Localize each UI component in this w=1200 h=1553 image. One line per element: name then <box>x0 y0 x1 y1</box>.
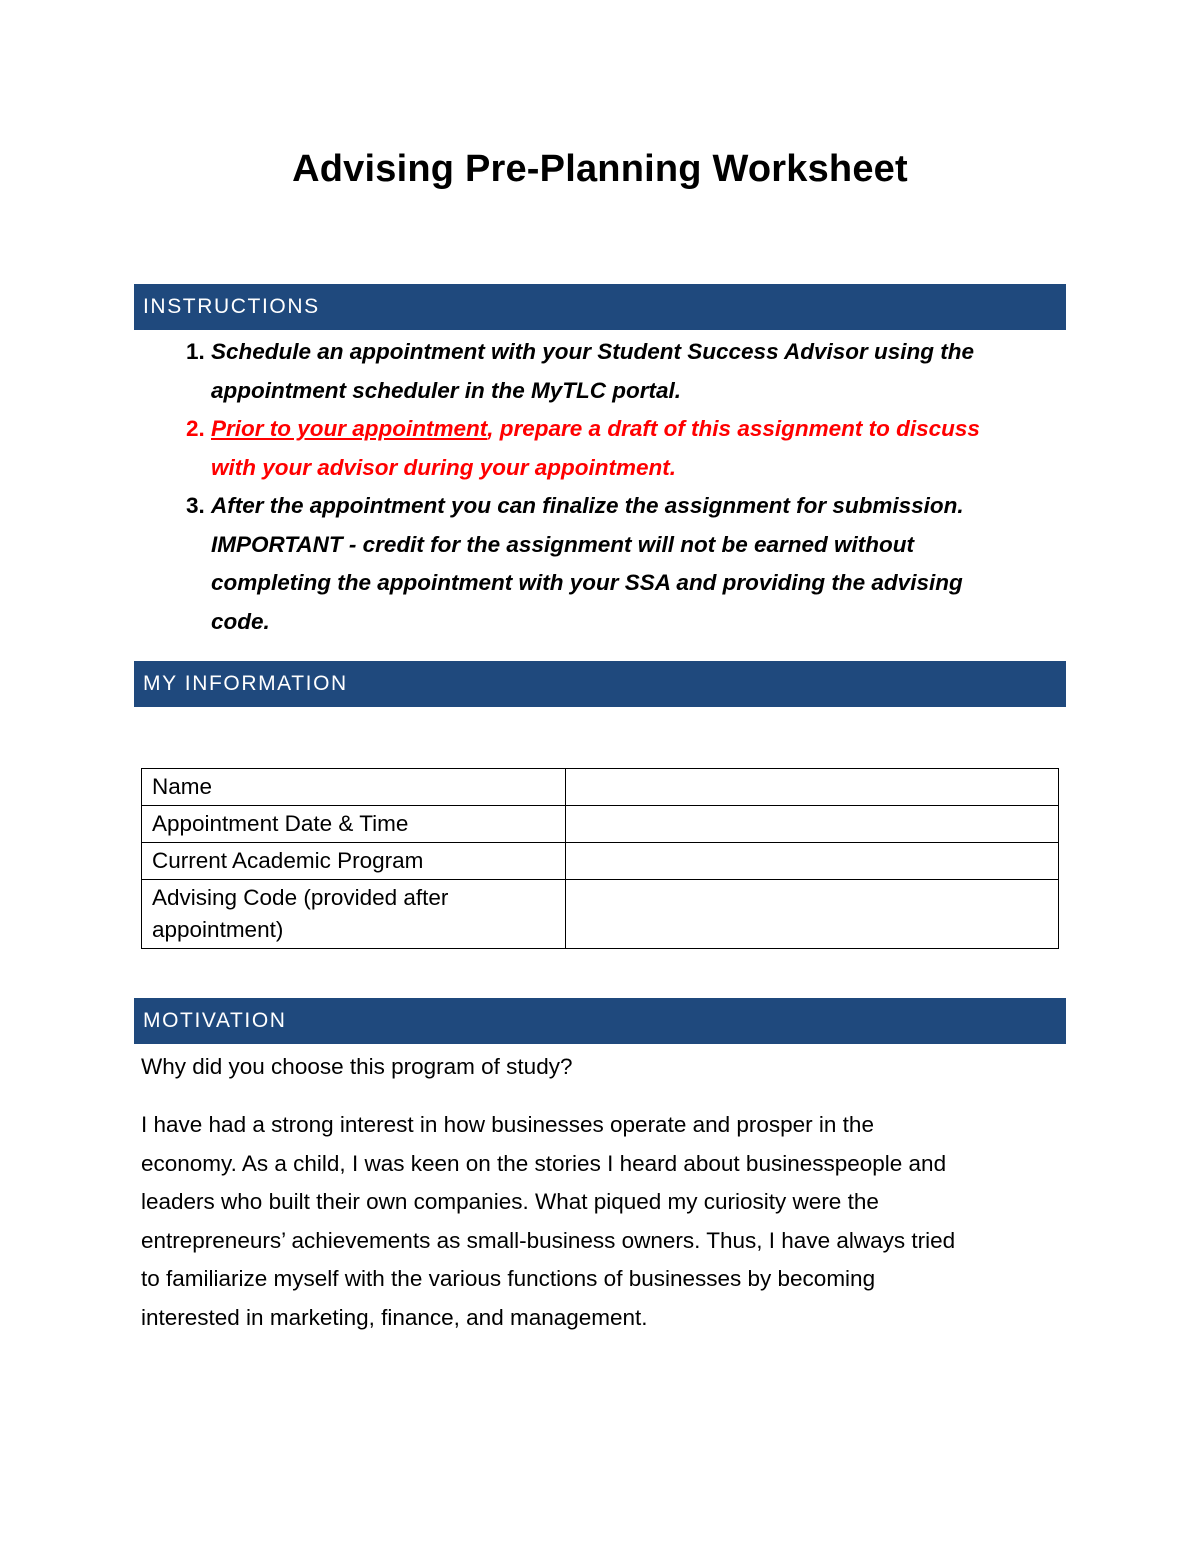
table-row <box>142 806 1059 843</box>
answer-line: interested in marketing, finance, and management. <box>141 1304 648 1330</box>
instruction-2-line-2: with your advisor during your appointment. <box>211 454 677 480</box>
motivation-section-header <box>134 998 1066 1044</box>
name-label: Name <box>142 769 566 806</box>
instructions-list <box>134 333 1054 641</box>
instruction-3-line-4: code. <box>211 608 270 634</box>
instruction-1-line-2: appointment scheduler in the MyTLC portal. <box>211 377 682 403</box>
answer-line: economy. As a child, I was keen on the stories I heard about businesspeople and <box>141 1150 947 1176</box>
table-row <box>142 880 1059 949</box>
instruction-item-1 <box>211 333 1054 410</box>
advising-code-label-line-1: Advising Code (provided after <box>152 885 449 910</box>
instruction-2-line-1-rest: , prepare a draft of this assignment to discuss <box>487 416 980 441</box>
instruction-item-2 <box>211 410 1054 487</box>
instruction-1-line-1: 1. Schedule an appointment with your Student Success Advisor using the <box>211 339 975 364</box>
answer-line: leaders who built their own companies. What piqued my curiosity were the <box>141 1189 879 1214</box>
instruction-2-line-1 <box>211 410 1054 449</box>
advising-code-label-line-2: appointment) <box>152 917 284 942</box>
instruction-3-line-3: completing the appointment with your SSA and providing the advising <box>211 570 963 595</box>
instruction-item-3 <box>211 487 1054 641</box>
my-information-heading: MY INFORMATION <box>143 672 348 695</box>
academic-program-value-cell[interactable] <box>566 843 1059 880</box>
motivation-question: Why did you choose this program of study? <box>141 1054 573 1079</box>
my-information-table <box>141 768 1059 949</box>
appointment-date-time-label: Appointment Date & Time <box>142 806 566 843</box>
answer-line: to familiarize myself with the various functions of businesses by becoming <box>141 1266 876 1291</box>
my-information-section-header <box>134 661 1066 707</box>
answer-line: entrepreneurs’ achievements as small-business owners. Thus, I have always tried <box>141 1227 956 1253</box>
instructions-section-header <box>134 284 1066 330</box>
motivation-heading: MOTIVATION <box>143 1009 287 1032</box>
academic-program-label: Current Academic Program <box>142 843 566 880</box>
page-title: Advising Pre-Planning Worksheet <box>292 148 908 190</box>
instructions-heading: INSTRUCTIONS <box>143 295 320 318</box>
instruction-3-line-2: IMPORTANT - credit for the assignment will not be earned without <box>211 531 914 557</box>
appointment-date-time-value-cell[interactable] <box>566 806 1059 843</box>
instruction-3-line-1: 3. After the appointment you can finalize the assignment for submission. <box>211 493 964 518</box>
instruction-2-emphasis: Prior to your appointment <box>211 416 488 441</box>
advising-code-value-cell[interactable] <box>566 880 1059 949</box>
answer-line: I have had a strong interest in how businesses operate and prosper in the <box>141 1112 874 1137</box>
advising-code-label <box>142 880 566 949</box>
table-row <box>142 769 1059 806</box>
name-value-cell[interactable] <box>566 769 1059 806</box>
motivation-answer <box>141 1106 1061 1337</box>
table-row <box>142 843 1059 880</box>
